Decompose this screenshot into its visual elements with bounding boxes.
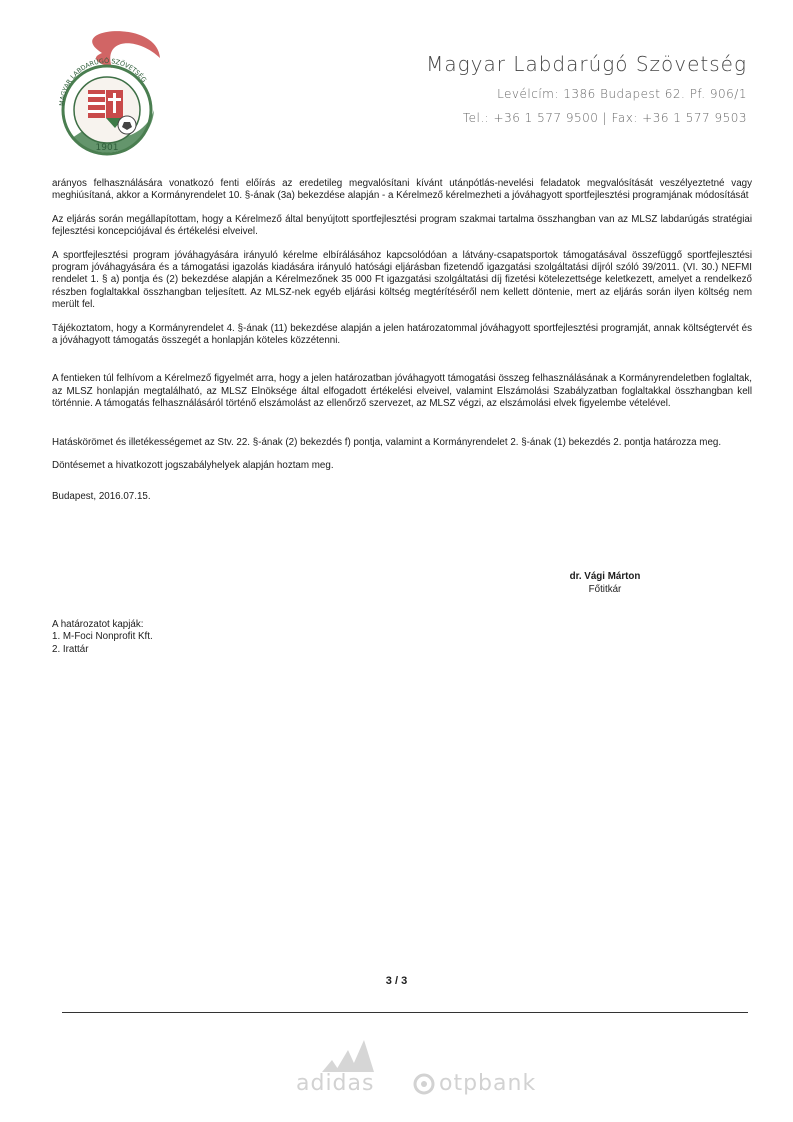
- paragraph-4: Tájékoztatom, hogy a Kormányrendelet 4. §-ának (11) bekezdése alapján a jelen határozatommal jóváhagyott sportfejlesztési programját, annak költségtervét és a jóváhagyott támogatás összegét a honlapján köteles közzétenni.: [52, 322, 752, 347]
- signatory-title: Főtitkár: [588, 584, 622, 595]
- recipients-list: [52, 619, 153, 656]
- paragraph-5: A fentieken túl felhívom a Kérelmező figyelmét arra, hogy a jelen határozatban jóváhagyott támogatási összeg felhasználásának a Kormányrendeletben foglaltak, az MLSZ honlapján megtalálható, az MLSZ Elnöksége által elfogadott értékelési elveivel, valamint Elszámolási Szabályzatban foglaltakkal összhangban kell történnie. A támogatás felhasználásáról történő elszámolást az ellenőrző szervezet, az MLSZ végzi, az elszámolási elvek figyelembe vételével.: [52, 373, 752, 410]
- paragraph-2: Az eljárás során megállapítottam, hogy a Kérelmező által benyújtott sportfejlesztési program szakmai tartalma összhangban van az MLSZ labdarúgás stratégiai fejlesztési koncepciójával és értékelési elveivel.: [52, 213, 752, 238]
- contact-line: Tel.: +36 1 577 9500 | Fax: +36 1 577 9503: [462, 111, 747, 125]
- signatory-name: dr. Vági Márton: [569, 571, 641, 582]
- mlsz-logo: [42, 18, 172, 168]
- document-body: [52, 178, 752, 514]
- paragraph-6: Hatáskörömet és illetékességemet az Stv. 22. §-ának (2) bekezdés f) pontja, valamint a Kormányrendelet 2. §-ának (1) bekezdés 2. pontja határozza meg.: [52, 436, 722, 448]
- postal-address: Levélcím: 1386 Budapest 62. Pf. 906/1: [497, 87, 747, 101]
- organization-name: Magyar Labdarúgó Szövetség: [426, 52, 747, 76]
- logo-year: 1901: [95, 143, 119, 153]
- signature-block: [535, 570, 675, 596]
- recipient-item: 1. M-Foci Nonprofit Kft.: [52, 631, 153, 643]
- sponsor-adidas: adidas: [296, 1071, 375, 1096]
- recipient-item: 2. Irattár: [52, 643, 89, 655]
- date-line: Budapest, 2016.07.15.: [52, 490, 151, 502]
- sponsor-otpbank-label: otpbank: [439, 1071, 537, 1096]
- recipients-heading: A határozatot kapják:: [52, 619, 144, 630]
- adidas-logo-icon: [318, 1038, 374, 1072]
- logo-ring-text: MAGYAR LABDARÚGÓ SZÖVETSÉG: [57, 56, 149, 107]
- footer-divider: [62, 1012, 748, 1013]
- paragraph-3: A sportfejlesztési program jóváhagyására irányuló kérelme elbírálásához kapcsolódóan a látvány-csapatsportok támogatásával összefüggő sportfejlesztési program jóváhagyására és a támogatási igazolás kiadására irányuló hatósági eljárásban fizetendő igazgatási szolgáltatási díjról szóló 39/2011. (VI. 30.) NEFMI rendelet 1. § a) pontja és (2) bekezdése alapján a Kérelmezőnek 35 000 Ft igazgatási szolgáltatási díj fizetési kötelezettsége keletkezett, amelyet a rendelkező részben foglaltakkal összhangban teljesített. Az MLSZ-nek egyéb eljárási költség megtérítéséről nem kellett döntenie, mert az eljárás során ilyen költség nem merült fel.: [52, 249, 752, 311]
- paragraph-7: Döntésemet a hivatkozott jogszabályhelyek alapján hoztam meg.: [52, 460, 334, 472]
- sponsor-otpbank: [413, 1071, 536, 1096]
- letterhead: [426, 52, 747, 135]
- paragraph-1: arányos felhasználására vonatkozó fenti előírás az eredetileg megvalósítani kívánt utánpótlás-nevelési feladatok megvalósítását veszélyeztetné vagy meghiúsítaná, akkor a Kormányrendelet 10. §-ának (3a) bekezdése alapján - a Kérelmező kérelmezheti a jóváhagyott sportfejlesztési programjának módosítását: [52, 178, 752, 202]
- otp-logo-icon: [413, 1073, 435, 1095]
- page-number: 3 / 3: [385, 975, 408, 987]
